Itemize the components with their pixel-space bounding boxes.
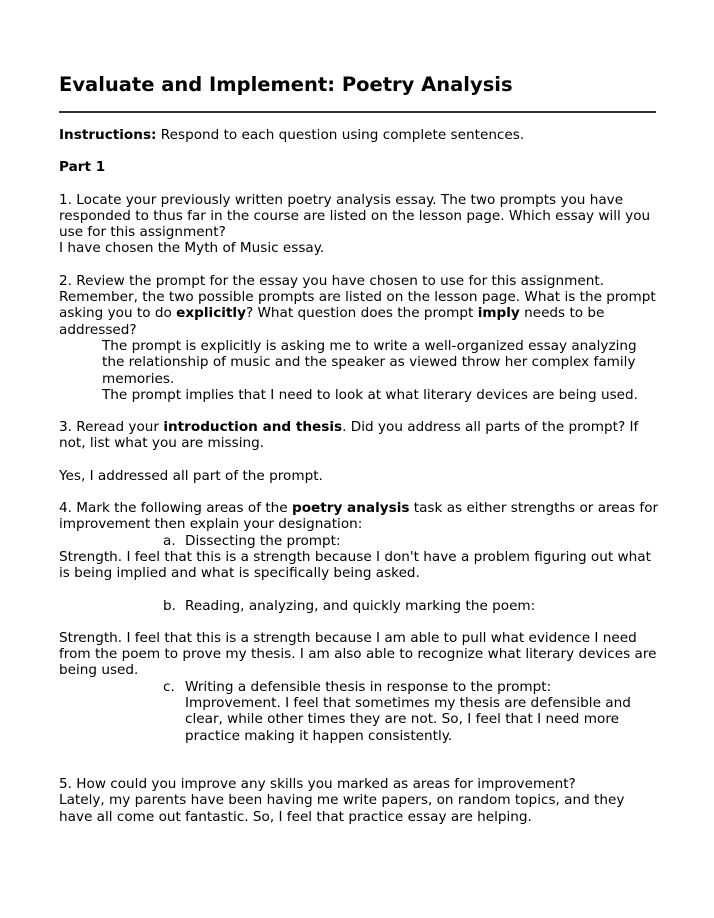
question-4	[59, 500, 659, 533]
sub-item-a-marker: a.	[163, 532, 176, 549]
answer-1: I have chosen the Myth of Music essay.	[59, 240, 325, 257]
answer-2-implied: The prompt implies that I need to look at what literary devices are being used.	[102, 386, 638, 403]
q2-text-2: ? What question does the prompt	[245, 305, 478, 322]
sub-item-c-label: Writing a defensible thesis in response to the prompt:	[185, 678, 552, 695]
q2-bold-imply: imply	[477, 305, 520, 322]
sub-item-a-label: Dissecting the prompt:	[185, 532, 341, 549]
q3-text-1: 3. Reread your	[59, 419, 164, 436]
part-label: Part 1	[59, 159, 106, 176]
answer-5: Lately, my parents have been having me write papers, on random topics, and they have all come out fantastic. So, I feel that practice essay are helping.	[59, 792, 625, 825]
question-3	[59, 419, 659, 452]
instructions	[59, 127, 659, 143]
sub-item-c-marker: c.	[163, 678, 175, 695]
sub-item-b	[59, 598, 659, 614]
answer-4c: Improvement. I feel that sometimes my thesis are defensible and clear, while other times they are not. So, I feel that I need more practice making it happen consistently.	[185, 695, 631, 744]
sub-item-a	[59, 533, 659, 549]
q4-text-2: task as either strengths or areas for improvement then explain your designation:	[59, 500, 659, 533]
page-title: Evaluate and Implement: Poetry Analysis	[59, 73, 513, 96]
instructions-text: Respond to each question using complete sentences.	[156, 127, 525, 143]
q2-bold-explicitly: explicitly	[176, 305, 246, 322]
answer-3: Yes, I addressed all part of the prompt.	[59, 467, 323, 484]
question-2	[59, 273, 659, 338]
q4-bold: poetry analysis	[291, 500, 410, 517]
document-content	[59, 72, 659, 825]
sub-item-b-label: Reading, analyzing, and quickly marking the poem:	[185, 597, 536, 614]
q2-text-3: needs to be addressed?	[59, 305, 605, 338]
sub-item-b-marker: b.	[163, 597, 176, 614]
answer-2-explicit: The prompt is explicitly is asking me to write a well-organized essay analyzing the relationship of music and the speaker as viewed throw her complex family memories.	[102, 337, 637, 387]
part-heading	[59, 159, 659, 175]
sub-item-c-body	[185, 679, 659, 744]
question-5: 5. How could you improve any skills you marked as areas for improvement?	[59, 775, 576, 792]
sub-item-c	[59, 679, 659, 744]
answer-4b: Strength. I feel that this is a strength because I am able to pull what evidence I need from the poem to prove my thesis. I am also able to recognize what literary devices are being used.	[59, 629, 657, 679]
answer-4a: Strength. I feel that this is a strength because I don't have a problem figuring out what is being implied and what is specifically being asked.	[59, 548, 651, 582]
question-1: 1. Locate your previously written poetry analysis essay. The two prompts you have responded to thus far in the course are listed on the lesson page. Which essay will you use for this assignment?	[59, 191, 651, 241]
q3-bold: introduction and thesis	[163, 419, 343, 436]
q3-text-2: . Did you address all parts of the prompt? If not, list what you are missing.	[59, 419, 639, 452]
q4-text-1: 4. Mark the following areas of the	[59, 500, 292, 517]
instructions-label: Instructions:	[59, 127, 157, 143]
q2-text-1: 2. Review the prompt for the essay you have chosen to use for this assignment. Remember, the two possible prompts are listed on the lesson page. What is the prompt asking you to do	[59, 272, 656, 322]
